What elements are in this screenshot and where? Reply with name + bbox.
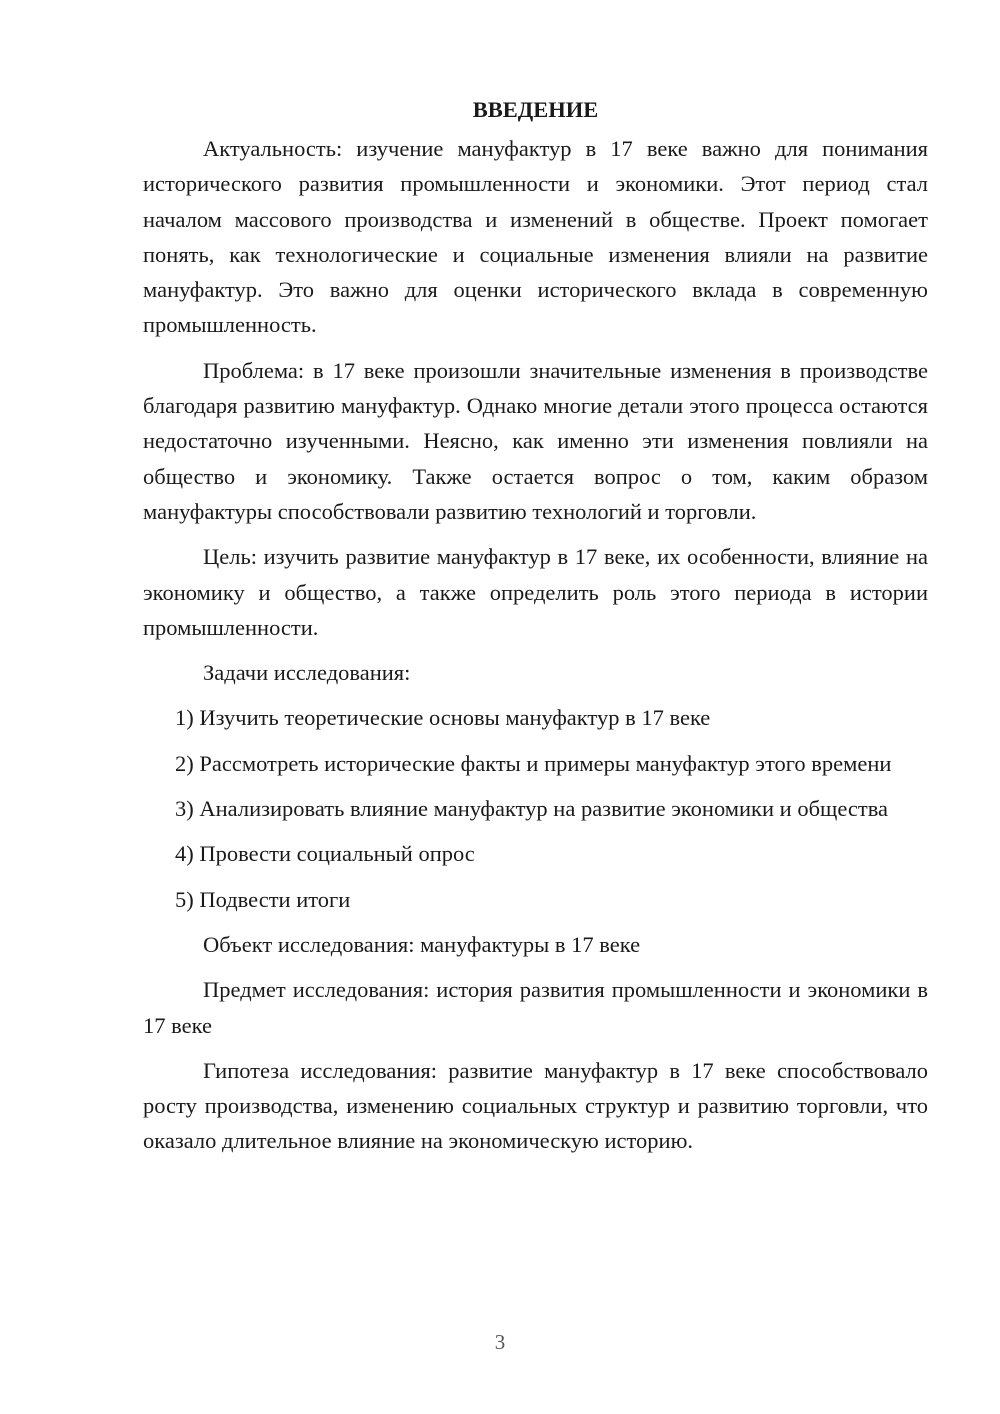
page-number: 3 — [494, 1330, 506, 1354]
goal-paragraph: Цель: изучить развитие мануфактур в 17 веке, их особенности, влияние на экономику и общество, а также определить роль этого периода в истории промышленности. — [143, 544, 928, 640]
object-paragraph: Объект исследования: мануфактуры в 17 веке — [203, 931, 641, 957]
task-item-2: 2) Рассмотреть исторические факты и примеры мануфактур этого времени — [175, 750, 892, 776]
hypothesis-paragraph: Гипотеза исследования: развитие мануфактур в 17 веке способствовало росту производства, изменению социальных структур и развитию торговли, что оказало длительное влияние на экономическую историю. — [143, 1057, 928, 1154]
page-content — [143, 92, 928, 1169]
task-item-4: 4) Провести социальный опрос — [175, 841, 475, 867]
problem-paragraph: Проблема: в 17 веке произошли значительные изменения в производстве благодаря развитию мануфактур. Однако многие детали этого процесса остаются недостаточно изученными. Неясно, как именно эти изменения повлияли на общество и экономику. Также остается вопрос о том, каким образом мануфактуры способствовали развитию технологий и торговли. — [143, 357, 928, 524]
relevance-paragraph: Актуальность: изучение мануфактур в 17 веке важно для понимания исторического развития промышленности и экономики. Этот период стал началом массового производства и изменений в обществе. Проект помогает понять, как технологические и социальные изменения влияли на развитие мануфактур. Это важно для оценки исторического вклада в современную промышленность. — [143, 136, 928, 338]
task-item-3: 3) Анализировать влияние мануфактур на развитие экономики и общества — [175, 796, 889, 822]
section-title: ВВЕДЕНИЕ — [472, 97, 599, 122]
subject-paragraph: Предмет исследования: история развития промышленности и экономики в 17 веке — [143, 977, 928, 1038]
tasks-heading: Задачи исследования: — [203, 660, 411, 686]
task-item-1: 1) Изучить теоретические основы мануфактур в 17 веке — [175, 705, 711, 731]
task-item-5: 5) Подвести итоги — [175, 886, 351, 912]
